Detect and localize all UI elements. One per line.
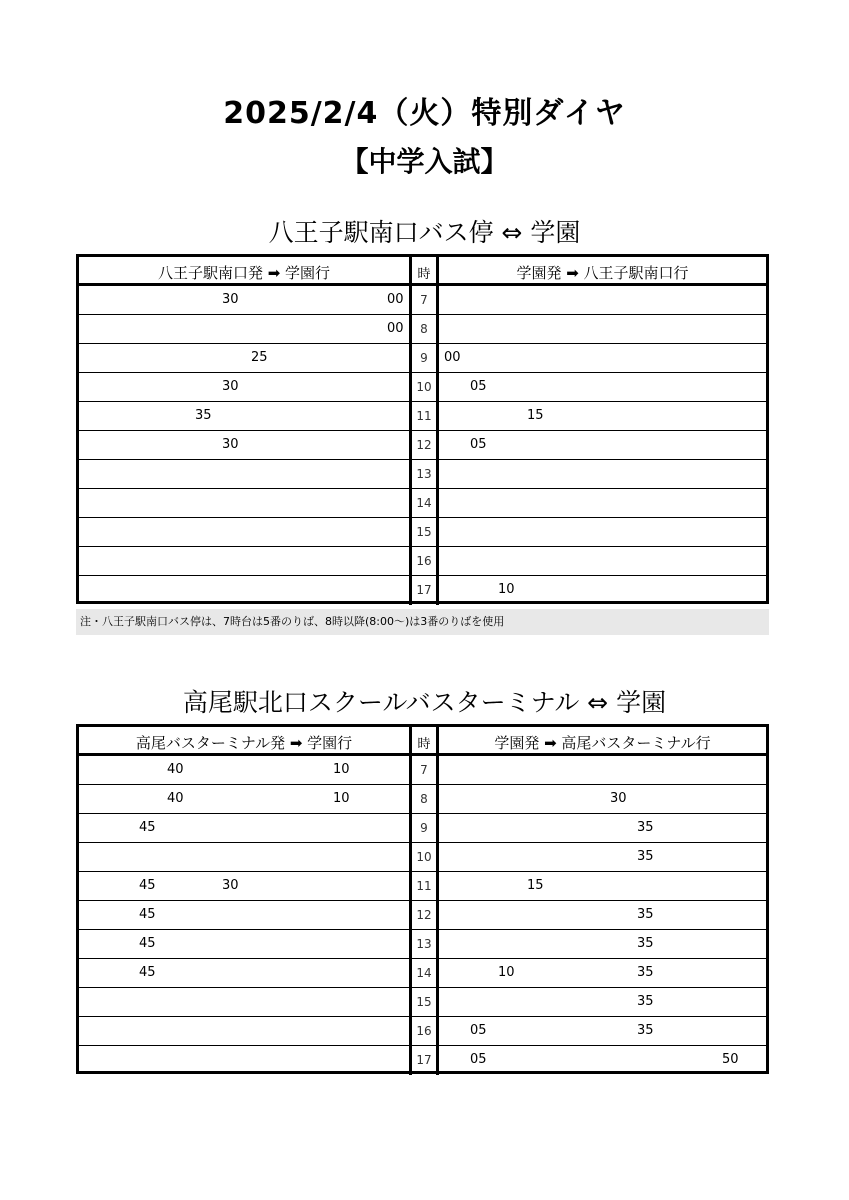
hour-label: 11 — [416, 879, 432, 893]
table-row — [79, 344, 766, 373]
departure-minute: 45 — [139, 907, 156, 922]
hour-label: 13 — [416, 937, 432, 951]
departure-minute: 10 — [333, 762, 350, 777]
hour-label: 7 — [420, 763, 428, 777]
departures-right — [439, 1017, 766, 1045]
departures-right — [439, 286, 766, 314]
departure-minute: 10 — [498, 582, 515, 597]
departure-minute: 05 — [470, 1023, 487, 1038]
departures-right — [439, 756, 766, 784]
departure-minute: 15 — [527, 408, 544, 423]
departures-left — [79, 286, 409, 314]
table-row — [79, 756, 766, 785]
departures-left — [79, 901, 409, 929]
table-row — [79, 315, 766, 344]
hour-cell — [409, 930, 439, 958]
departure-minute: 35 — [637, 994, 654, 1009]
departures-left — [79, 930, 409, 958]
departures-right — [439, 843, 766, 871]
departure-minute: 40 — [167, 762, 184, 777]
departure-minute: 00 — [387, 292, 404, 307]
departure-minute: 05 — [470, 437, 487, 452]
hour-label: 8 — [420, 792, 428, 806]
departures-left — [79, 576, 409, 605]
departures-left — [79, 402, 409, 430]
hour-label: 9 — [420, 821, 428, 835]
table-row — [79, 373, 766, 402]
departure-minute: 35 — [637, 907, 654, 922]
departures-right — [439, 872, 766, 900]
hour-label: 14 — [416, 966, 432, 980]
hour-cell — [409, 756, 439, 784]
hour-label: 10 — [416, 380, 432, 394]
departures-left — [79, 373, 409, 401]
hour-cell — [409, 489, 439, 517]
route-1-title: 八王子駅南口バス停 ⇔ 学園 — [268, 218, 581, 247]
hour-cell — [409, 286, 439, 314]
departure-minute: 05 — [470, 1052, 487, 1067]
hour-cell — [409, 785, 439, 813]
hour-cell — [409, 872, 439, 900]
departures-left — [79, 988, 409, 1016]
hour-header: 時 — [417, 737, 431, 752]
departure-minute: 50 — [722, 1052, 739, 1067]
departure-minute: 30 — [222, 292, 239, 307]
route-1-note: 注・八王子駅南口バス停は、7時台は5番のりば、8時以降(8:00～)は3番のりばを使用 — [76, 609, 769, 635]
departures-left — [79, 315, 409, 343]
hour-label: 7 — [420, 293, 428, 307]
table-row — [79, 988, 766, 1017]
hour-cell — [409, 814, 439, 842]
departure-minute: 15 — [527, 878, 544, 893]
table-row — [79, 901, 766, 930]
departure-minute: 35 — [637, 820, 654, 835]
departure-minute: 00 — [387, 321, 404, 336]
departures-left — [79, 489, 409, 517]
departures-left — [79, 814, 409, 842]
departures-right — [439, 547, 766, 575]
departures-right — [439, 460, 766, 488]
hour-label: 12 — [416, 908, 432, 922]
departures-right — [439, 489, 766, 517]
table-row — [79, 402, 766, 431]
departure-minute: 40 — [167, 791, 184, 806]
hour-cell — [409, 460, 439, 488]
table-row — [79, 930, 766, 959]
departures-right — [439, 373, 766, 401]
departures-left — [79, 785, 409, 813]
hour-label: 10 — [416, 850, 432, 864]
hour-label: 17 — [416, 1053, 432, 1067]
departures-right — [439, 402, 766, 430]
hour-cell — [409, 1017, 439, 1045]
departures-right — [439, 785, 766, 813]
departures-right — [439, 431, 766, 459]
departure-minute: 35 — [637, 1023, 654, 1038]
table-row — [79, 959, 766, 988]
table-row — [79, 460, 766, 489]
departure-minute: 00 — [444, 350, 461, 365]
departures-right — [439, 959, 766, 987]
departure-minute: 25 — [251, 350, 268, 365]
hour-cell — [409, 518, 439, 546]
departures-right — [439, 518, 766, 546]
table-row — [79, 872, 766, 901]
hour-header: 時 — [417, 267, 431, 282]
departures-right — [439, 901, 766, 929]
hour-label: 12 — [416, 438, 432, 452]
hour-cell — [409, 315, 439, 343]
departures-left — [79, 1046, 409, 1075]
departures-left — [79, 756, 409, 784]
hour-cell — [409, 1046, 439, 1075]
departure-minute: 30 — [222, 878, 239, 893]
page-subtitle: 【中学入試】 — [340, 145, 509, 178]
route-2-title: 高尾駅北口スクールバスターミナル ⇔ 学園 — [182, 688, 667, 717]
hour-cell — [409, 959, 439, 987]
departures-left — [79, 344, 409, 372]
departures-left — [79, 1017, 409, 1045]
timetable-header — [79, 727, 766, 756]
departure-minute: 45 — [139, 936, 156, 951]
departures-right — [439, 576, 766, 605]
hour-label: 11 — [416, 409, 432, 423]
hour-cell — [409, 373, 439, 401]
table-row — [79, 843, 766, 872]
departure-minute: 45 — [139, 965, 156, 980]
page-title: 2025/2/4（火）特別ダイヤ — [223, 96, 626, 131]
table-row — [79, 576, 766, 605]
departure-minute: 35 — [195, 408, 212, 423]
departures-left — [79, 518, 409, 546]
departures-right — [439, 344, 766, 372]
timetable-takao — [76, 724, 769, 1074]
hour-cell — [409, 431, 439, 459]
hour-label: 13 — [416, 467, 432, 481]
departures-left — [79, 547, 409, 575]
hour-cell — [409, 988, 439, 1016]
departures-left — [79, 843, 409, 871]
hour-cell — [409, 576, 439, 605]
departure-minute: 35 — [637, 849, 654, 864]
departure-minute: 30 — [222, 379, 239, 394]
departure-minute: 45 — [139, 878, 156, 893]
hour-label: 9 — [420, 351, 428, 365]
departure-minute: 45 — [139, 820, 156, 835]
departures-left — [79, 872, 409, 900]
table-row — [79, 431, 766, 460]
departure-minute: 35 — [637, 936, 654, 951]
departures-right — [439, 315, 766, 343]
table-row — [79, 785, 766, 814]
hour-label: 14 — [416, 496, 432, 510]
hour-cell — [409, 843, 439, 871]
departure-minute: 10 — [498, 965, 515, 980]
departures-right — [439, 814, 766, 842]
departure-minute: 10 — [333, 791, 350, 806]
departures-right — [439, 988, 766, 1016]
hour-label: 15 — [416, 995, 432, 1009]
departure-minute: 35 — [637, 965, 654, 980]
hour-cell — [409, 402, 439, 430]
departures-right — [439, 1046, 766, 1075]
hour-label: 8 — [420, 322, 428, 336]
left-header: 高尾バスターミナル発 ➡ 学園行 — [135, 734, 353, 752]
table-row — [79, 286, 766, 315]
hour-label: 16 — [416, 554, 432, 568]
departure-minute: 30 — [222, 437, 239, 452]
left-header: 八王子駅南口発 ➡ 学園行 — [157, 264, 331, 282]
right-header: 学園発 ➡ 八王子駅南口行 — [516, 264, 689, 282]
hour-cell — [409, 547, 439, 575]
departures-left — [79, 431, 409, 459]
table-row — [79, 489, 766, 518]
hour-cell — [409, 344, 439, 372]
table-row — [79, 518, 766, 547]
hour-cell — [409, 901, 439, 929]
hour-label: 15 — [416, 525, 432, 539]
timetable-hachioji — [76, 254, 769, 604]
table-row — [79, 1017, 766, 1046]
departure-minute: 30 — [610, 791, 627, 806]
right-header: 学園発 ➡ 高尾バスターミナル行 — [494, 734, 711, 752]
hour-label: 16 — [416, 1024, 432, 1038]
hour-label: 17 — [416, 583, 432, 597]
table-row — [79, 814, 766, 843]
departures-left — [79, 959, 409, 987]
table-row — [79, 547, 766, 576]
timetable-header — [79, 257, 766, 286]
departures-right — [439, 930, 766, 958]
table-row — [79, 1046, 766, 1075]
departure-minute: 05 — [470, 379, 487, 394]
departures-left — [79, 460, 409, 488]
